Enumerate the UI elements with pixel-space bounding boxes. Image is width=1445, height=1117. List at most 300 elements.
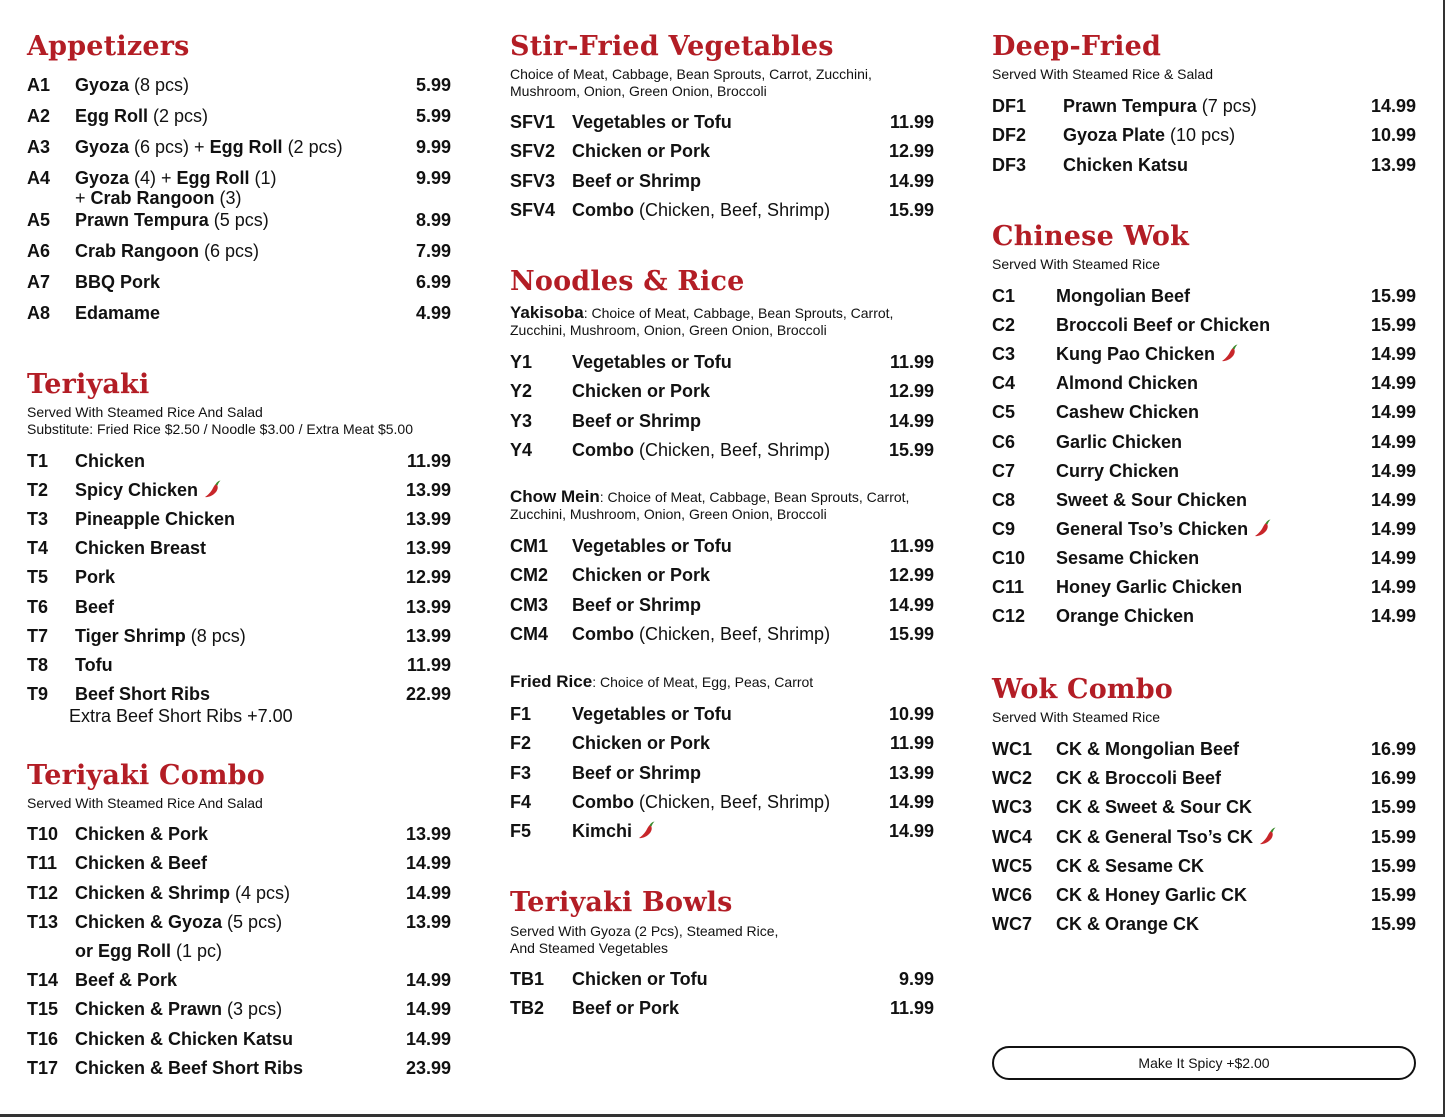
item-name — [572, 351, 732, 373]
item-name-text: Chicken & Chicken Katsu — [75, 1028, 294, 1049]
chow-mein-label: Chow Mein — [510, 487, 600, 506]
item-name-text: Chicken or Pork — [572, 141, 711, 162]
item-code: CM3 — [510, 594, 549, 615]
menu-item-cm2 — [510, 564, 934, 586]
item-name-text: Cashew Chicken — [1056, 402, 1200, 423]
item-price: 10.99 — [1370, 125, 1416, 146]
item-name-text: Vegetables or Tofu — [572, 536, 732, 556]
item-price: 11.99 — [889, 536, 934, 556]
menu-item-c8 — [992, 489, 1416, 511]
item-name — [1056, 884, 1247, 906]
section-subtitle: Served With Gyoza (2 Pcs), Steamed Rice, — [510, 923, 779, 939]
item-price: 14.99 — [1370, 489, 1416, 510]
menu-item-c5 — [992, 401, 1416, 423]
item-note: (Chicken, Beef, Shrimp) — [634, 439, 831, 460]
item-name — [572, 732, 710, 754]
menu-item-a6 — [27, 240, 451, 262]
item-name-text: Mongolian Beef — [1056, 286, 1190, 306]
menu-item-t1 — [27, 450, 451, 472]
item-name-text: Beef or Shrimp — [572, 762, 702, 783]
chow-mein-description-2: Zucchini, Mushroom, Onion, Green Onion, Broccoli — [510, 506, 827, 522]
item-note: (5 pcs) — [222, 911, 283, 932]
menu-item-t16 — [27, 1028, 451, 1050]
item-code: T10 — [27, 824, 59, 844]
item-name-line-2 — [75, 187, 242, 209]
item-price: 15.99 — [888, 439, 934, 460]
menu-item-t6 — [27, 596, 451, 618]
item-name — [75, 508, 235, 530]
item-name-text: Edamame — [75, 303, 161, 323]
item-code: T1 — [27, 451, 49, 471]
item-name-text: Chicken & Beef Short Ribs — [75, 1057, 304, 1078]
item-name — [1056, 460, 1179, 482]
item-price: 13.99 — [405, 509, 451, 530]
item-name-text: Beef — [75, 596, 115, 617]
item-name-line-2 — [75, 940, 222, 962]
item-price: 16.99 — [1370, 768, 1416, 789]
item-name-text: Prawn Tempura — [1063, 96, 1197, 116]
item-name — [572, 170, 701, 192]
item-price: 13.99 — [405, 625, 451, 646]
menu-item-a7 — [27, 271, 451, 293]
item-code: Y2 — [510, 381, 533, 402]
menu-item-t4 — [27, 537, 451, 559]
yakisoba-desc: : Choice of Meat, Cabbage, Bean Sprouts, Carrot, — [583, 305, 894, 321]
menu-item-tb1 — [510, 968, 934, 990]
menu-item-y1 — [510, 351, 934, 373]
item-line-2-prefix: + — [75, 188, 91, 208]
menu-item-t2 — [27, 479, 451, 501]
item-name-text: Chicken or Pork — [572, 381, 711, 402]
section-title: Wok Combo — [992, 674, 1173, 705]
menu-item-cm1 — [510, 535, 934, 557]
item-name — [1056, 913, 1199, 935]
item-price: 14.99 — [405, 882, 451, 903]
item-name — [75, 596, 114, 618]
menu-item-t9 — [27, 683, 451, 726]
item-name-2: Egg Roll — [209, 137, 283, 157]
item-price: 11.99 — [889, 733, 934, 754]
item-line-2-name: or Egg Roll — [75, 940, 171, 961]
item-name-text: Combo — [572, 439, 634, 460]
menu-item-t12 — [27, 882, 451, 904]
item-name-text: CK & Honey Garlic CK — [1056, 885, 1248, 905]
menu-item-t14 — [27, 969, 451, 991]
item-price: 14.99 — [1370, 431, 1416, 452]
item-note: (8 pcs) — [185, 625, 246, 646]
item-price: 13.99 — [405, 480, 451, 501]
item-price: 13.99 — [405, 824, 451, 844]
item-note: (8 pcs) — [129, 75, 190, 95]
item-name-text: Tiger Shrimp — [75, 625, 186, 646]
item-note: (10 pcs) — [1165, 125, 1236, 146]
item-name — [75, 209, 269, 231]
menu-item-t3 — [27, 508, 451, 530]
item-note: (Chicken, Beef, Shrimp) — [634, 791, 831, 812]
item-name-text: Chicken Breast — [75, 538, 207, 559]
item-name — [75, 271, 160, 293]
item-code: DF3 — [992, 154, 1027, 175]
item-line-2-note: (3) — [214, 188, 242, 208]
item-name — [75, 450, 145, 472]
item-name — [75, 240, 259, 262]
item-note-2: (1) — [249, 168, 277, 188]
item-name-text: Curry Chicken — [1056, 460, 1180, 481]
section-subtitle: Served With Steamed Rice And Salad — [27, 795, 263, 811]
section-title: Teriyaki Bowls — [510, 887, 733, 918]
item-code: A4 — [27, 168, 51, 188]
section-subtitle: Served With Steamed Rice & Salad — [992, 66, 1213, 82]
item-name-text: Kimchi — [572, 821, 633, 841]
item-price: 7.99 — [415, 241, 451, 261]
item-code: A5 — [27, 210, 51, 230]
menu-item-c6 — [992, 431, 1416, 453]
item-name — [1056, 489, 1247, 511]
yakisoba-description — [510, 304, 934, 322]
item-name-text: Tofu — [75, 654, 113, 675]
item-price: 14.99 — [888, 410, 934, 431]
item-name — [572, 410, 701, 432]
item-price: 14.99 — [888, 594, 934, 615]
item-price: 15.99 — [1370, 914, 1416, 935]
item-price: 11.99 — [889, 352, 934, 372]
menu-item-c9 — [992, 518, 1416, 540]
item-name — [75, 105, 208, 127]
item-code: F2 — [510, 733, 532, 754]
item-name — [1056, 855, 1204, 877]
item-name — [1056, 431, 1182, 453]
item-price: 14.99 — [405, 1028, 451, 1049]
item-name-text: Gyoza Plate — [1063, 125, 1166, 146]
item-name-text: Almond Chicken — [1056, 373, 1199, 394]
item-name — [75, 998, 282, 1020]
menu-item-a2 — [27, 105, 451, 127]
menu-item-f4 — [510, 791, 934, 813]
menu-item-f5 — [510, 820, 934, 842]
item-price: 11.99 — [406, 451, 451, 471]
item-code: TB2 — [510, 998, 545, 1018]
item-price: 16.99 — [1370, 739, 1416, 759]
item-name — [75, 136, 343, 158]
item-code: T11 — [27, 853, 58, 874]
item-price: 15.99 — [1370, 286, 1416, 306]
item-name — [75, 566, 115, 588]
item-code: C5 — [992, 402, 1016, 423]
item-line-2-note: (1 pc) — [171, 940, 223, 961]
menu-item-t7 — [27, 625, 451, 647]
item-name — [1056, 767, 1221, 789]
item-name-text: Combo — [572, 791, 634, 812]
item-code: Y3 — [510, 410, 533, 431]
menu-item-t8 — [27, 654, 451, 676]
item-name-text: Sesame Chicken — [1056, 547, 1200, 568]
item-code: SFV4 — [510, 199, 556, 220]
item-price: 9.99 — [415, 137, 451, 157]
item-name-text: Chicken & Pork — [75, 824, 209, 844]
item-name-text: Pineapple Chicken — [75, 509, 236, 530]
item-code: CM2 — [510, 565, 549, 586]
item-name-text: General Tso’s Chicken — [1056, 518, 1249, 539]
item-name — [572, 439, 830, 461]
item-price: 11.99 — [406, 654, 451, 675]
chili-pepper-icon — [638, 820, 656, 840]
item-name-text: Vegetables or Tofu — [572, 704, 732, 724]
item-name — [75, 882, 290, 904]
item-price: 13.99 — [405, 538, 451, 559]
item-price: 15.99 — [888, 623, 934, 644]
item-name-text: Kung Pao Chicken — [1056, 344, 1216, 365]
menu-item-wc6 — [992, 884, 1416, 906]
menu-item-t10 — [27, 823, 451, 845]
item-name-text: Broccoli Beef or Chicken — [1056, 315, 1271, 336]
menu-item-wc5 — [992, 855, 1416, 877]
menu-item-f2 — [510, 732, 934, 754]
item-code: A1 — [27, 75, 51, 95]
item-name — [1063, 95, 1257, 117]
item-price: 14.99 — [405, 853, 451, 874]
item-code: T7 — [27, 625, 49, 646]
item-name-text: Beef & Pork — [75, 970, 178, 990]
item-name-text: Gyoza — [75, 75, 130, 95]
item-code: T15 — [27, 999, 59, 1020]
item-name — [1063, 124, 1235, 146]
item-code: T14 — [27, 970, 59, 990]
item-name — [75, 911, 282, 933]
item-code: DF1 — [992, 96, 1027, 116]
item-price: 12.99 — [888, 141, 934, 162]
item-price: 14.99 — [1370, 460, 1416, 481]
menu-item-wc2 — [992, 767, 1416, 789]
item-name-text: Chicken — [75, 451, 146, 471]
section-subtitle-2: Mushroom, Onion, Green Onion, Broccoli — [510, 83, 767, 99]
item-name — [1056, 605, 1194, 627]
item-name-text: Vegetables or Tofu — [572, 112, 732, 132]
fried-rice-desc: : Choice of Meat, Egg, Peas, Carrot — [592, 674, 814, 690]
menu-item-a5 — [27, 209, 451, 231]
item-note: (4) + — [129, 168, 177, 188]
item-price: 15.99 — [888, 199, 934, 220]
section-title: Chinese Wok — [992, 221, 1190, 252]
item-name — [75, 654, 113, 676]
fried-rice-label: Fried Rice — [510, 672, 593, 691]
item-code: A8 — [27, 303, 51, 323]
item-name-text: Garlic Chicken — [1056, 431, 1183, 452]
item-code: CM1 — [510, 536, 549, 556]
section-subtitle-2: Substitute: Fried Rice $2.50 / Noodle $3.00 / Extra Meat $5.00 — [27, 421, 413, 437]
item-name — [572, 564, 710, 586]
item-code: WC7 — [992, 914, 1032, 935]
item-name-text: CK & Mongolian Beef — [1056, 739, 1239, 759]
item-name — [1056, 401, 1199, 423]
item-price: 14.99 — [888, 791, 934, 812]
item-name — [75, 1028, 293, 1050]
item-code: WC1 — [992, 739, 1032, 759]
menu-item-sfv4 — [510, 199, 934, 221]
item-name-text: Chicken & Gyoza — [75, 911, 223, 932]
item-line-2-name: Crab Rangoon — [90, 188, 215, 208]
chili-pepper-icon — [204, 479, 222, 499]
item-name-text: CK & Sweet & Sour CK — [1056, 797, 1253, 818]
section-title: Appetizers — [27, 31, 190, 62]
item-name-text: Gyoza — [75, 137, 130, 157]
item-name-text: Chicken & Prawn — [75, 999, 223, 1020]
item-name-text: Egg Roll — [75, 106, 148, 126]
menu-item-wc1 — [992, 738, 1416, 760]
menu-item-f1 — [510, 703, 934, 725]
item-name — [572, 594, 701, 616]
section-subtitle: Served With Steamed Rice And Salad — [27, 404, 263, 420]
item-code: C4 — [992, 373, 1016, 394]
item-name-2: Egg Roll — [176, 168, 250, 188]
chili-pepper-icon — [1259, 826, 1277, 846]
item-name — [75, 74, 189, 96]
item-name — [572, 111, 732, 133]
item-code: F5 — [510, 821, 532, 841]
item-code: T9 — [27, 683, 49, 704]
item-code: F3 — [510, 762, 532, 783]
item-name-text: Chicken Katsu — [1063, 154, 1189, 175]
item-price: 10.99 — [888, 704, 934, 724]
item-price: 15.99 — [1370, 797, 1416, 818]
section-subtitle: Served With Steamed Rice — [992, 709, 1161, 725]
item-name-text: Honey Garlic Chicken — [1056, 577, 1243, 597]
item-price: 14.99 — [1370, 402, 1416, 423]
item-name-text: Pork — [75, 567, 116, 588]
item-code: T12 — [27, 882, 59, 903]
item-note: (6 pcs) — [199, 241, 260, 261]
item-name — [1056, 314, 1270, 336]
menu-item-wc4 — [992, 826, 1416, 848]
item-name — [1056, 738, 1239, 760]
menu-item-c12 — [992, 605, 1416, 627]
menu-item-f3 — [510, 762, 934, 784]
item-name-text: CK & Broccoli Beef — [1056, 768, 1222, 789]
item-name — [572, 703, 732, 725]
item-name — [572, 140, 710, 162]
item-name — [1056, 343, 1239, 365]
item-code: WC6 — [992, 885, 1032, 905]
item-code: A7 — [27, 272, 51, 292]
menu-item-y2 — [510, 380, 934, 402]
item-code: T13 — [27, 911, 59, 932]
item-code: C2 — [992, 315, 1016, 336]
menu-item-y4 — [510, 439, 934, 461]
item-name — [1063, 154, 1188, 176]
item-name-text: Combo — [572, 623, 634, 644]
section-title: Teriyaki Combo — [27, 760, 265, 791]
menu-item-c11 — [992, 576, 1416, 598]
item-name — [572, 535, 732, 557]
item-name-text: Orange Chicken — [1056, 606, 1195, 627]
menu-item-sfv1 — [510, 111, 934, 133]
item-name-text: Vegetables or Tofu — [572, 352, 732, 372]
item-price: 9.99 — [415, 168, 451, 188]
section-title: Teriyaki — [27, 369, 150, 400]
section-title: Deep-Fried — [992, 31, 1162, 62]
item-code: C3 — [992, 344, 1016, 365]
item-price: 9.99 — [898, 969, 934, 989]
item-price: 12.99 — [888, 381, 934, 402]
item-name-text: Spicy Chicken — [75, 480, 199, 501]
menu-item-a4 — [27, 167, 451, 208]
item-name — [75, 479, 222, 501]
menu-item-t5 — [27, 566, 451, 588]
menu-item-sfv3 — [510, 170, 934, 192]
item-code: C10 — [992, 547, 1026, 568]
section-subtitle: Served With Steamed Rice — [992, 256, 1161, 272]
item-price: 14.99 — [1370, 96, 1416, 116]
item-code: C11 — [992, 577, 1025, 597]
item-code: T6 — [27, 596, 49, 617]
item-code: C6 — [992, 431, 1016, 452]
make-it-spicy-note: Make It Spicy +$2.00 — [992, 1046, 1416, 1080]
menu-item-c3 — [992, 343, 1416, 365]
item-name-text: BBQ Pork — [75, 272, 161, 292]
item-name — [1056, 576, 1242, 598]
item-name — [75, 1057, 303, 1079]
item-name — [1056, 518, 1272, 540]
menu-item-df3 — [992, 154, 1416, 176]
item-note: (Chicken, Beef, Shrimp) — [634, 623, 831, 644]
item-code: C12 — [992, 606, 1026, 627]
item-price: 15.99 — [1370, 315, 1416, 336]
section-title: Noodles & Rice — [510, 266, 745, 297]
menu-item-t15 — [27, 998, 451, 1020]
item-name-text: Chicken or Pork — [572, 733, 711, 754]
menu-item-t11 — [27, 852, 451, 874]
item-name — [572, 997, 679, 1019]
item-note-2: (2 pcs) — [282, 137, 343, 157]
item-name-text: Beef or Shrimp — [572, 410, 702, 431]
menu-item-a1 — [27, 74, 451, 96]
item-price: 13.99 — [405, 596, 451, 617]
menu-item-c1 — [992, 285, 1416, 307]
item-name — [75, 625, 246, 647]
section-subtitle-2: And Steamed Vegetables — [510, 940, 669, 956]
item-note: (5 pcs) — [208, 210, 269, 230]
item-note: (2 pcs) — [148, 106, 209, 126]
item-code: SFV3 — [510, 170, 556, 191]
menu-item-sfv2 — [510, 140, 934, 162]
item-name — [75, 683, 210, 705]
item-price: 14.99 — [1370, 547, 1416, 568]
item-name — [75, 302, 160, 324]
item-code: Y4 — [510, 439, 533, 460]
item-price: 12.99 — [888, 565, 934, 586]
yakisoba-description-2: Zucchini, Mushroom, Onion, Green Onion, Broccoli — [510, 322, 827, 338]
section-subtitle: Choice of Meat, Cabbage, Bean Sprouts, Carrot, Zucchini, — [510, 66, 872, 82]
item-name — [1056, 285, 1190, 307]
item-code: A6 — [27, 241, 51, 261]
menu-item-cm3 — [510, 594, 934, 616]
item-note: (3 pcs) — [222, 999, 283, 1020]
item-code: Y1 — [510, 352, 533, 372]
item-name — [572, 820, 656, 842]
item-code: T3 — [27, 509, 49, 530]
chili-pepper-icon — [1221, 343, 1239, 363]
item-name-text: Chicken or Tofu — [572, 969, 708, 989]
item-code: C7 — [992, 460, 1016, 481]
item-price: 14.99 — [1370, 606, 1416, 627]
item-price: 14.99 — [1370, 518, 1416, 539]
item-name — [1056, 796, 1252, 818]
item-code: WC5 — [992, 855, 1032, 876]
item-name — [75, 969, 177, 991]
item-price: 13.99 — [1370, 154, 1416, 175]
item-name — [572, 762, 701, 784]
menu-item-wc3 — [992, 796, 1416, 818]
menu-item-df2 — [992, 124, 1416, 146]
